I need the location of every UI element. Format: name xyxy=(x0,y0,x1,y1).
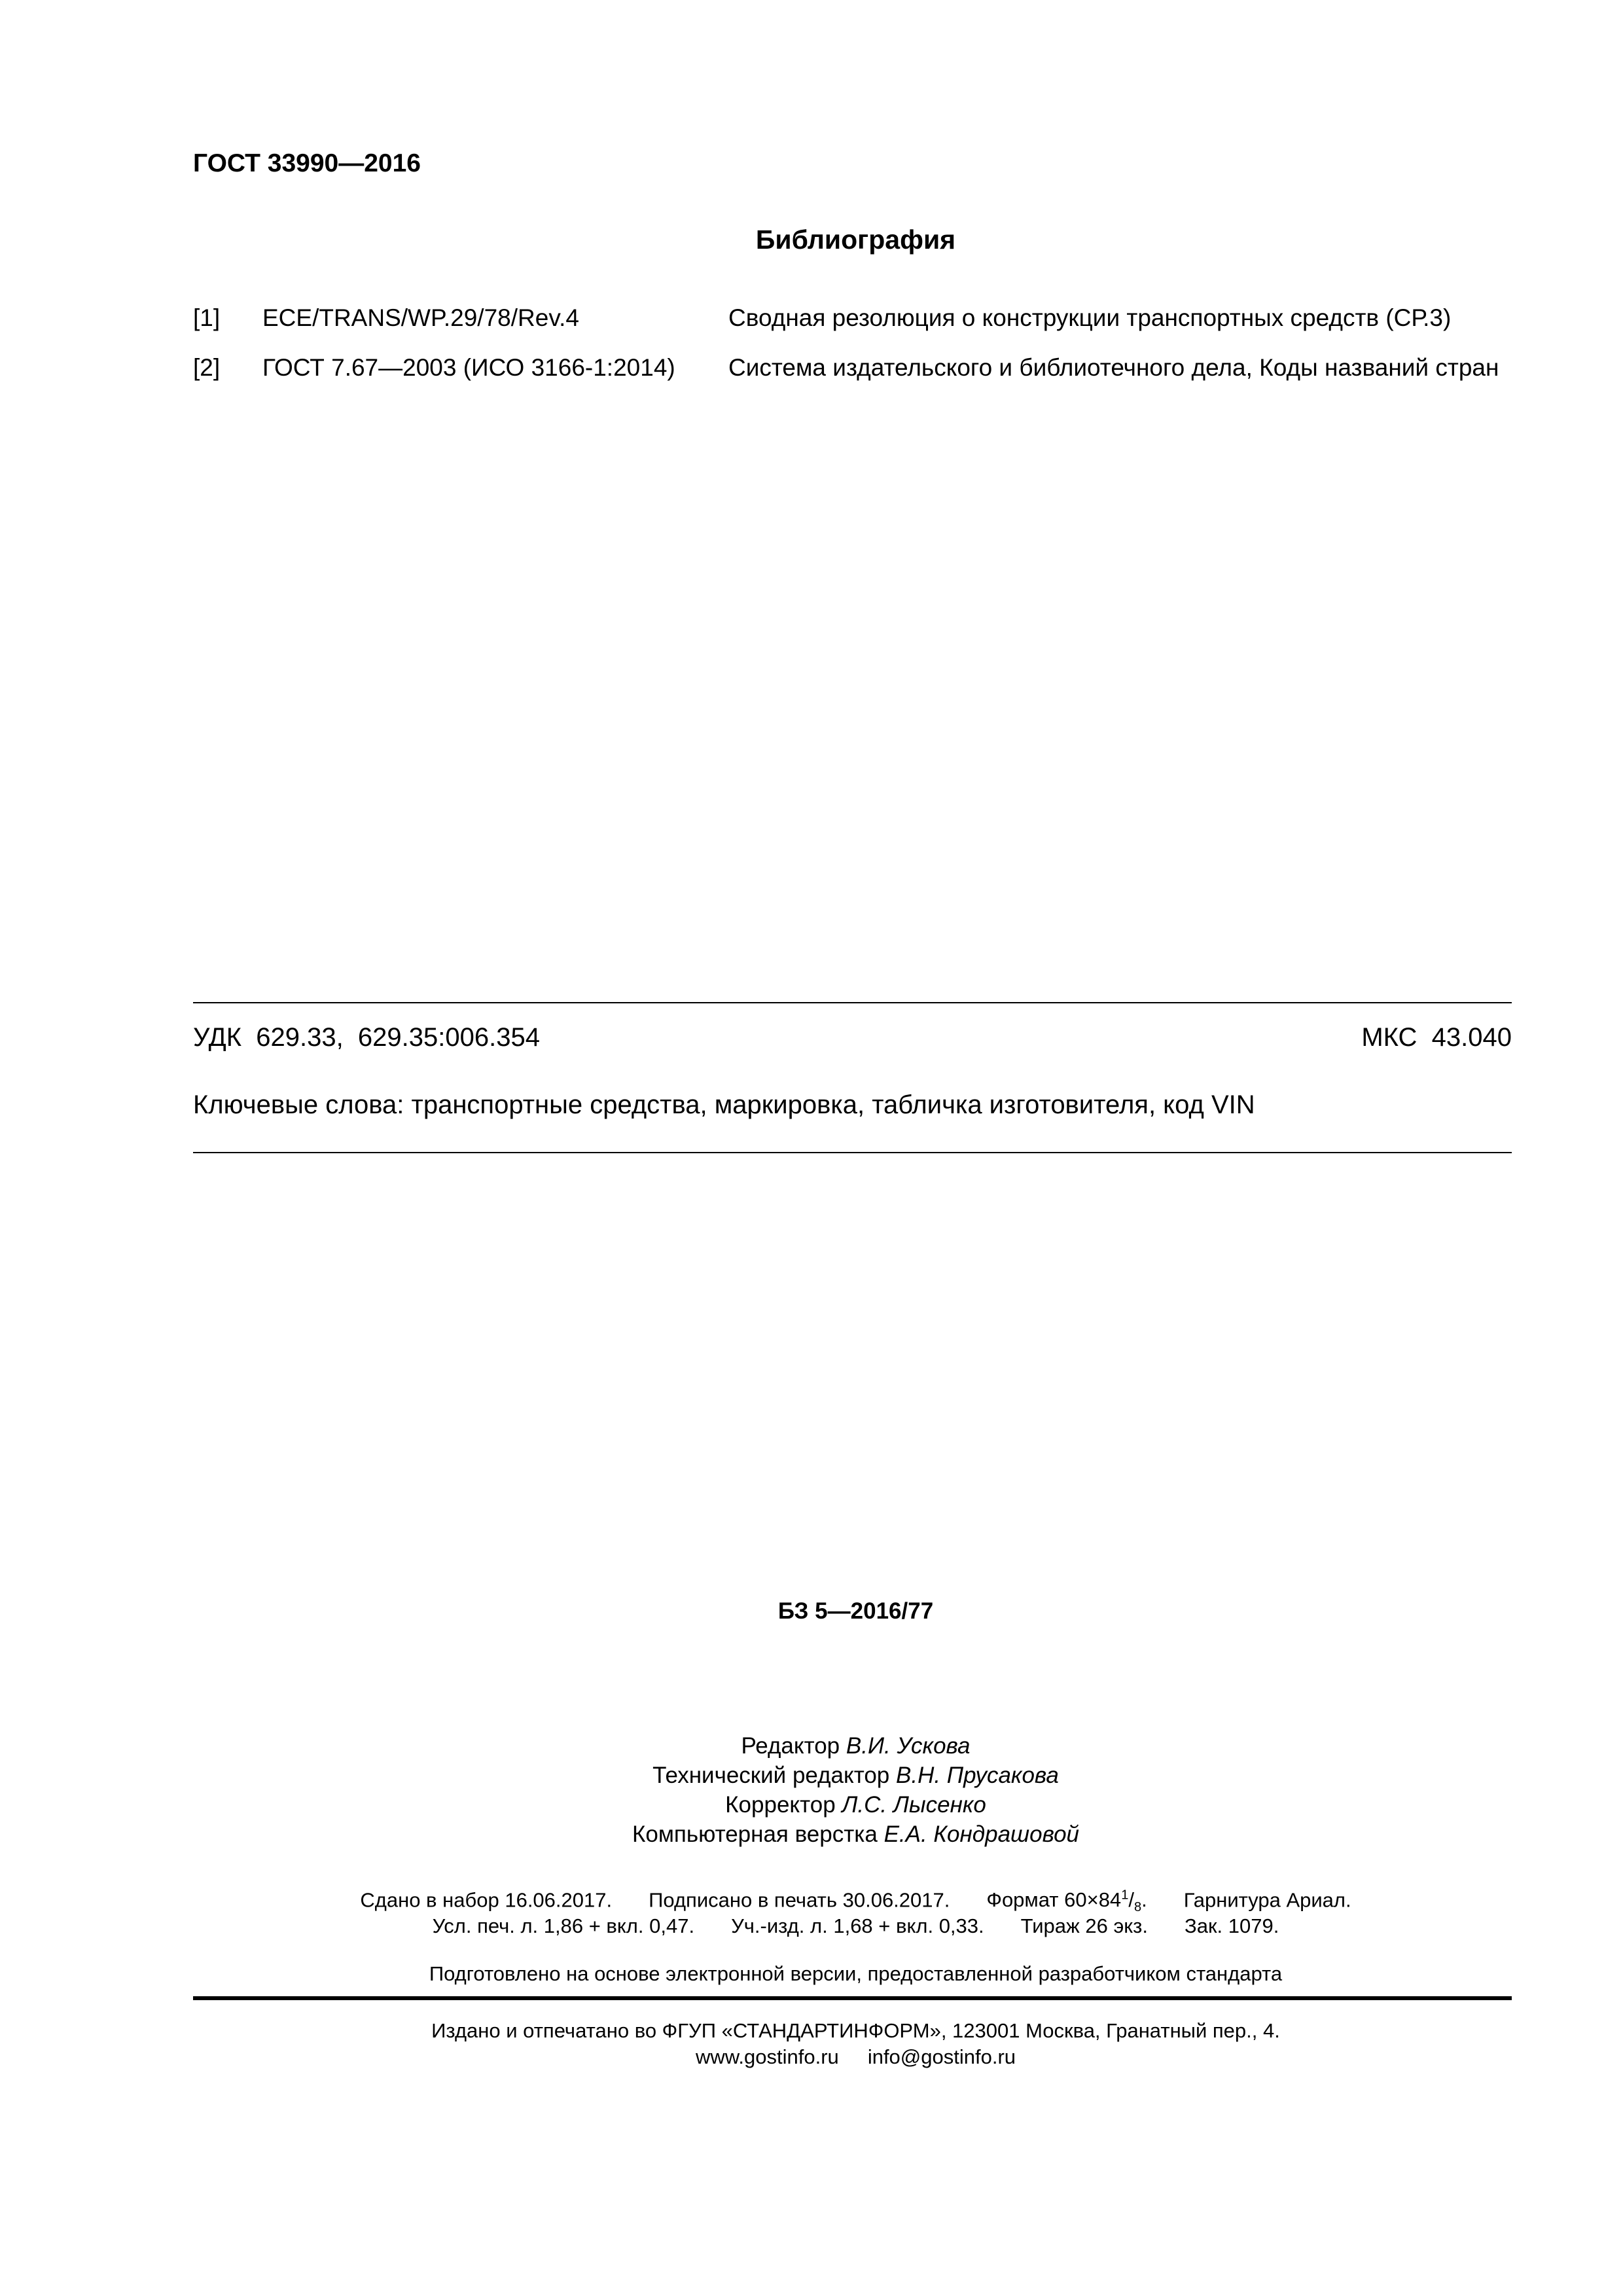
email-link[interactable]: info@gostinfo.ru xyxy=(867,2045,1016,2068)
entry-number: [1] xyxy=(193,304,221,331)
credit-role: Технический редактор xyxy=(652,1763,890,1788)
credit-role: Корректор xyxy=(725,1792,836,1818)
credit-layout xyxy=(0,1821,1623,1848)
bibliography-entry xyxy=(193,354,1512,387)
prepared-note: Подготовлено на основе электронной версии, предоставленной разработчиком стандарта xyxy=(429,1962,1283,1985)
udk-code: УДК 629.33, 629.35:006.354 xyxy=(193,1023,540,1052)
document-code: ГОСТ 33990—2016 xyxy=(193,149,421,177)
entry-source: ГОСТ 7.67—2003 (ИСО 3166-1:2014) xyxy=(262,354,675,381)
credit-editor xyxy=(0,1733,1623,1759)
imprint-line-2 xyxy=(0,1914,1623,1938)
typeface: Гарнитура Ариал. xyxy=(1183,1888,1351,1912)
imprint-line-1 xyxy=(0,1888,1623,1916)
credit-name: Л.С. Лысенко xyxy=(842,1792,986,1818)
credit-proofreader xyxy=(0,1792,1623,1818)
print-sheets: Усл. печ. л. 1,86 + вкл. 0,47. xyxy=(432,1914,695,1937)
entry-source: ECE/TRANS/WP.29/78/Rev.4 xyxy=(262,304,579,331)
publisher-sheets: Уч.-изд. л. 1,68 + вкл. 0,33. xyxy=(731,1914,984,1937)
entry-number: [2] xyxy=(193,354,221,381)
credit-tech-editor xyxy=(0,1763,1623,1789)
submitted-date: Сдано в набор 16.06.2017. xyxy=(360,1888,613,1912)
bibliography-title: Библиография xyxy=(755,224,956,255)
credit-name: В.Н. Прусакова xyxy=(896,1763,1059,1788)
divider xyxy=(193,1152,1512,1153)
entry-description: Сводная резолюция о конструкции транспортных средств (СР.3) xyxy=(728,304,1452,331)
keywords: Ключевые слова: транспортные средства, маркировка, табличка изготовителя, код VIN xyxy=(193,1090,1255,1119)
order-number: Зак. 1079. xyxy=(1185,1914,1279,1937)
bz-code: БЗ 5—2016/77 xyxy=(777,1598,934,1624)
credit-role: Компьютерная верстка xyxy=(632,1821,878,1847)
paper-format: Формат $60\times 84^1/_8$. xyxy=(986,1888,1147,1915)
entry-description: Система издательского и библиотечного дела, Коды названий стран xyxy=(728,354,1499,381)
publisher-line: Издано и отпечатано во ФГУП «СТАНДАРТИНФОРМ», 123001 Москва, Гранатный пер., 4. xyxy=(431,2019,1280,2042)
contact-line xyxy=(0,2045,1623,2069)
bibliography-entry xyxy=(193,304,1512,337)
mks-code: МКС 43.040 xyxy=(1361,1023,1512,1052)
print-run: Тираж 26 экз. xyxy=(1020,1914,1149,1937)
credit-name: В.И. Ускова xyxy=(846,1733,971,1759)
divider-thick xyxy=(193,1996,1512,2000)
credit-name: Е.А. Кондрашовой xyxy=(883,1821,1080,1847)
credit-role: Редактор xyxy=(741,1733,840,1759)
website-link[interactable]: www.gostinfo.ru xyxy=(695,2045,839,2068)
signed-date: Подписано в печать 30.06.2017. xyxy=(649,1888,950,1912)
divider xyxy=(193,1002,1512,1003)
